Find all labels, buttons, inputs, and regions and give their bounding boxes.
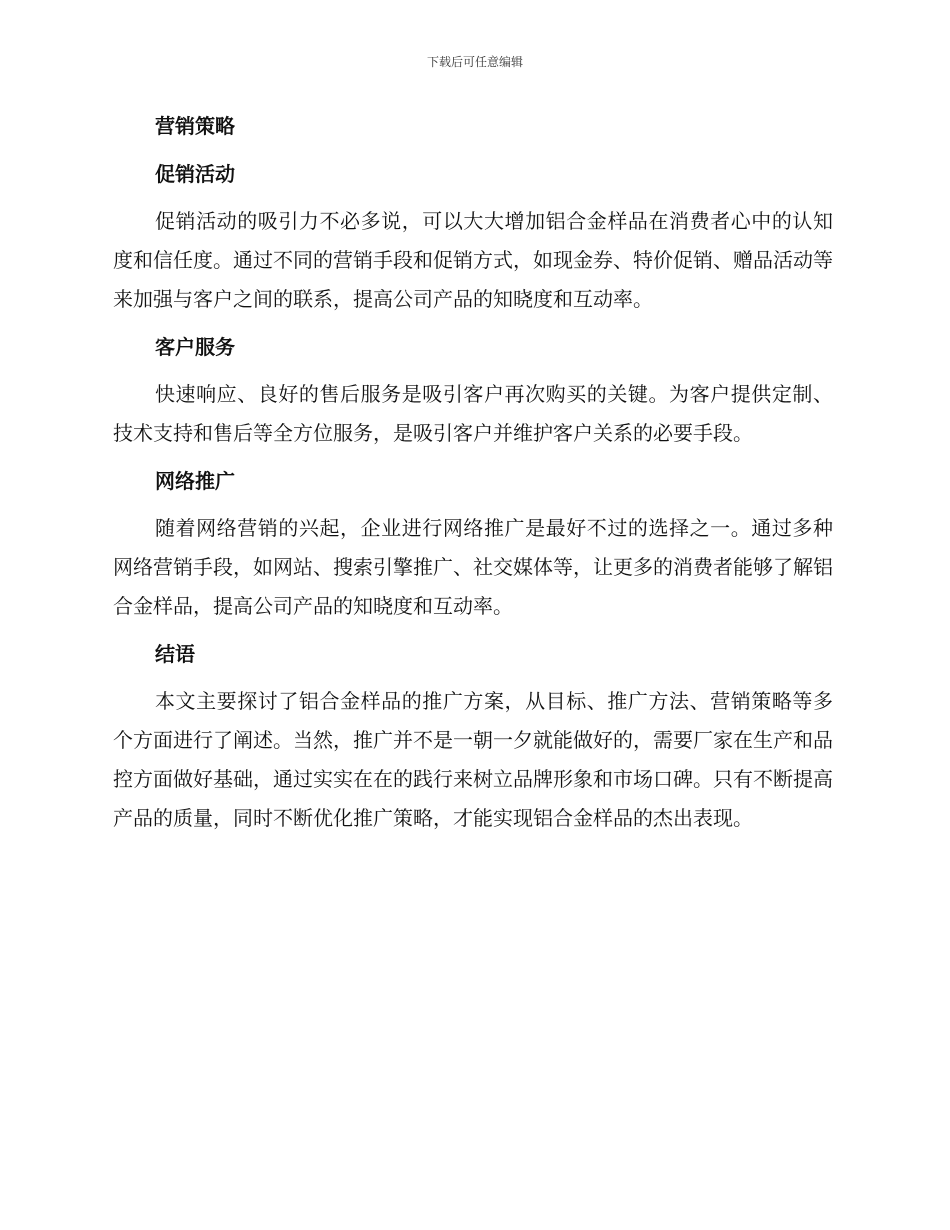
heading-conclusion: 结语 [155,642,195,666]
heading-marketing-strategy: 营销策略 [155,114,235,138]
heading-online-promotion: 网络推广 [155,469,235,493]
document-body [113,106,833,838]
paragraph-promotion: 促销活动的吸引力不必多说，可以大大增加铝合金样品在消费者心中的认知度和信任度。通过不同的营销手段和促销方式，如现金券、特价促销、赠品活动等来加强与客户之间的联系，提高公司产品的知晓度和互动率。 [113,209,833,311]
paragraph-online-promotion: 随着网络营销的兴起，企业进行网络推广是最好不过的选择之一。通过多种网络营销手段，如网站、搜索引擎推广、社交媒体等，让更多的消费者能够了解铝合金样品，提高公司产品的知晓度和互动率。 [113,516,833,618]
heading-promotion: 促销活动 [155,162,235,186]
page-header: 下载后可任意编辑 [426,55,523,69]
paragraph-customer-service: 快速响应、良好的售后服务是吸引客户再次购买的关键。为客户提供定制、技术支持和售后等全方位服务，是吸引客户并维护客户关系的必要手段。 [113,382,833,445]
paragraph-conclusion: 本文主要探讨了铝合金样品的推广方案，从目标、推广方法、营销策略等多个方面进行了阐述。当然，推广并不是一朝一夕就能做好的，需要厂家在生产和品控方面做好基础，通过实实在在的践行来树立品牌形象和市场口碑。只有不断提高产品的质量，同时不断优化推广策略，才能实现铝合金样品的杰出表现。 [113,689,833,830]
heading-customer-service: 客户服务 [155,335,235,359]
